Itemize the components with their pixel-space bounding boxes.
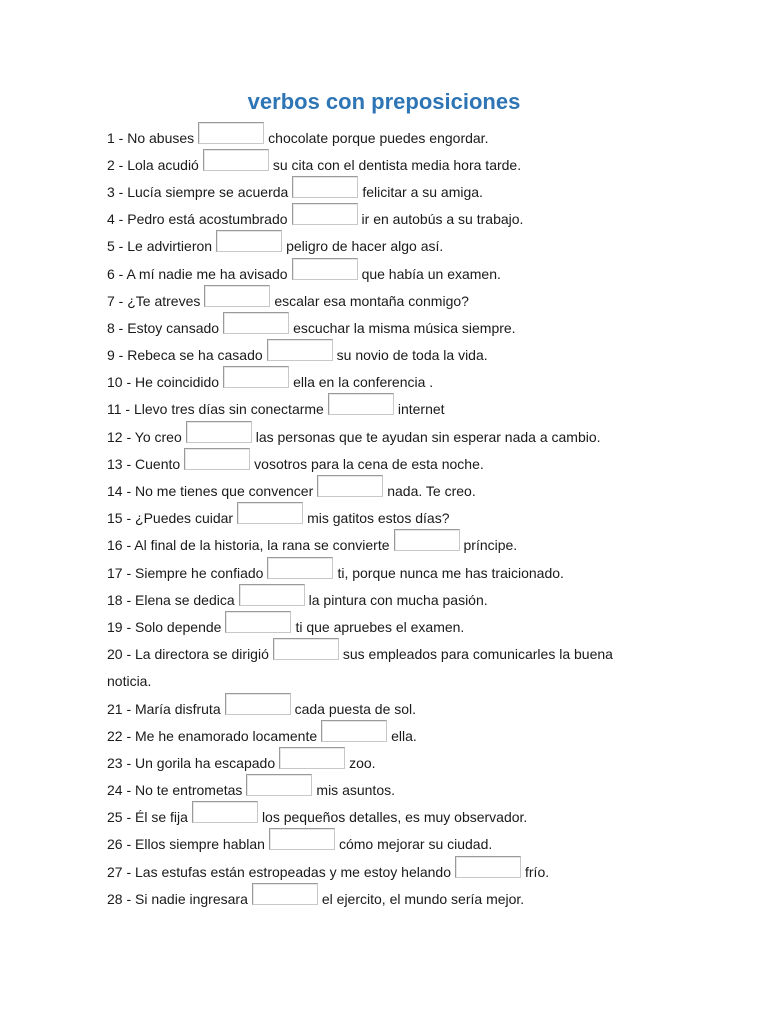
exercise-prompt-end: peligro de hacer algo así. — [286, 238, 444, 255]
exercise-item — [107, 532, 667, 559]
exercise-prompt-start: 5 - Le advirtieron — [107, 238, 213, 255]
answer-field[interactable] — [186, 421, 252, 443]
exercise-prompt-start: 2 - Lola acudió — [107, 156, 199, 173]
answer-field[interactable] — [216, 230, 282, 252]
answer-field[interactable] — [292, 176, 358, 198]
exercise-prompt-end: zoo. — [349, 754, 376, 771]
answer-field[interactable] — [239, 584, 305, 606]
exercise-item — [107, 233, 667, 260]
answer-field[interactable] — [292, 203, 358, 225]
exercise-prompt-start: 20 - La directora se dirigió — [107, 646, 269, 663]
exercise-item — [107, 586, 667, 613]
exercise-prompt-start: 23 - Un gorila ha escapado — [107, 754, 276, 771]
exercise-list — [107, 124, 667, 912]
exercise-item — [107, 450, 667, 477]
exercise-item — [107, 477, 667, 504]
answer-field[interactable] — [269, 828, 335, 850]
exercise-prompt-start: 27 - Las estufas están estropeadas y me estoy helando — [107, 863, 451, 880]
exercise-prompt-start: 9 - Rebeca se ha casado — [107, 347, 263, 364]
exercise-prompt-end: la pintura con mucha pasión. — [308, 591, 488, 608]
exercise-prompt-start: 6 - A mí nadie me ha avisado — [107, 265, 288, 282]
exercise-item — [107, 505, 667, 532]
exercise-prompt-start: 7 - ¿Te atreves — [107, 292, 201, 309]
exercise-item — [107, 151, 667, 178]
answer-field[interactable] — [246, 774, 312, 796]
answer-field[interactable] — [198, 122, 264, 144]
answer-field[interactable] — [223, 312, 289, 334]
exercise-item — [107, 369, 667, 396]
exercise-item — [107, 124, 667, 151]
exercise-prompt-end: frío. — [525, 863, 550, 880]
exercise-prompt-start: 18 - Elena se dedica — [107, 591, 235, 608]
exercise-item — [107, 287, 667, 314]
exercise-item — [107, 423, 667, 450]
exercise-item — [107, 749, 667, 776]
exercise-item — [107, 804, 667, 831]
exercise-prompt-start: 11 - Llevo tres días sin conectarme — [107, 401, 324, 418]
answer-field[interactable] — [203, 149, 269, 171]
exercise-prompt-start: 13 - Cuento — [107, 455, 181, 472]
exercise-prompt-start: 15 - ¿Puedes cuidar — [107, 510, 234, 527]
exercise-prompt-end: ti, porque nunca me has traicionado. — [337, 564, 564, 581]
exercise-item — [107, 777, 667, 804]
exercise-prompt-end: las personas que te ayudan sin esperar nada a cambio. — [255, 428, 601, 445]
exercise-item — [107, 613, 667, 640]
exercise-item — [107, 885, 667, 912]
answer-field[interactable] — [273, 638, 339, 660]
exercise-prompt-start: 4 - Pedro está acostumbrado — [107, 211, 288, 228]
answer-field[interactable] — [184, 448, 250, 470]
exercise-prompt-start: 21 - María disfruta — [107, 700, 221, 717]
exercise-item — [107, 722, 667, 749]
exercise-prompt-end: mis gatitos estos días? — [307, 510, 450, 527]
answer-field[interactable] — [455, 856, 521, 878]
exercise-prompt-start: 3 - Lucía siempre se acuerda — [107, 183, 289, 200]
page-title: verbos con preposiciones — [247, 89, 521, 114]
exercise-prompt-start: 28 - Si nadie ingresara — [107, 890, 248, 907]
exercise-prompt-end: escalar esa montaña conmigo? — [274, 292, 469, 309]
exercise-prompt-end: sus empleados para comunicarles la buena — [342, 646, 613, 663]
exercise-prompt-start: 17 - Siempre he confiado — [107, 564, 264, 581]
exercise-prompt-start: 26 - Ellos siempre hablan — [107, 836, 265, 853]
answer-field[interactable] — [223, 366, 289, 388]
answer-field[interactable] — [192, 801, 258, 823]
exercise-prompt-start: 8 - Estoy cansado — [107, 319, 220, 336]
exercise-prompt-end: chocolate porque puedes engordar. — [268, 129, 489, 146]
exercise-item — [107, 260, 667, 287]
exercise-prompt-end: príncipe. — [463, 537, 518, 554]
exercise-item — [107, 314, 667, 341]
exercise-prompt-start: 25 - Él se fija — [107, 809, 188, 826]
answer-field[interactable] — [317, 475, 383, 497]
exercise-prompt-end: cada puesta de sol. — [294, 700, 417, 717]
exercise-prompt-end: ella. — [391, 727, 417, 744]
exercise-prompt-start: 1 - No abuses — [107, 129, 195, 146]
exercise-prompt-continuation: noticia. — [107, 673, 152, 690]
exercise-item — [107, 206, 667, 233]
exercise-prompt-start: 16 - Al final de la historia, la rana se convierte — [107, 537, 390, 554]
exercise-prompt-end: escuchar la misma música siempre. — [293, 319, 516, 336]
answer-field[interactable] — [321, 720, 387, 742]
exercise-item — [107, 342, 667, 369]
answer-field[interactable] — [279, 747, 345, 769]
exercise-prompt-start: 12 - Yo creo — [107, 428, 182, 445]
exercise-prompt-start: 22 - Me he enamorado locamente — [107, 727, 318, 744]
exercise-item — [107, 178, 667, 205]
exercise-item-continuation — [107, 668, 667, 695]
exercise-prompt-end: su cita con el dentista media hora tarde. — [272, 156, 522, 173]
exercise-prompt-start: 10 - He coincidido — [107, 374, 220, 391]
exercise-item — [107, 396, 667, 423]
answer-field[interactable] — [225, 611, 291, 633]
exercise-prompt-start: 19 - Solo depende — [107, 618, 222, 635]
answer-field[interactable] — [237, 502, 303, 524]
answer-field[interactable] — [225, 693, 291, 715]
exercise-prompt-end: ir en autobús a su trabajo. — [361, 211, 524, 228]
exercise-prompt-end: ella en la conferencia . — [293, 374, 434, 391]
exercise-prompt-start: 14 - No me tienes que convencer — [107, 483, 314, 500]
exercise-item — [107, 641, 667, 668]
exercise-prompt-end: cómo mejorar su ciudad. — [338, 836, 493, 853]
answer-field[interactable] — [267, 339, 333, 361]
exercise-prompt-end: su novio de toda la vida. — [336, 347, 488, 364]
exercise-prompt-end: los pequeños detalles, es muy observador. — [261, 809, 528, 826]
exercise-item — [107, 695, 667, 722]
answer-field[interactable] — [252, 883, 318, 905]
exercise-prompt-end: felicitar a su amiga. — [362, 183, 483, 200]
answer-field[interactable] — [394, 529, 460, 551]
exercise-prompt-start: 24 - No te entrometas — [107, 782, 243, 799]
exercise-prompt-end: nada. Te creo. — [387, 483, 476, 500]
answer-field[interactable] — [204, 285, 270, 307]
answer-field[interactable] — [267, 557, 333, 579]
exercise-prompt-end: vosotros para la cena de esta noche. — [254, 455, 484, 472]
answer-field[interactable] — [292, 258, 358, 280]
answer-field[interactable] — [328, 393, 394, 415]
exercise-prompt-end: internet — [397, 401, 445, 418]
exercise-prompt-end: mis asuntos. — [316, 782, 395, 799]
exercise-item — [107, 831, 667, 858]
exercise-item — [107, 559, 667, 586]
exercise-prompt-end: que había un examen. — [361, 265, 501, 282]
exercise-prompt-end: ti que apruebes el examen. — [295, 618, 465, 635]
exercise-item — [107, 858, 667, 885]
exercise-prompt-end: el ejercito, el mundo sería mejor. — [321, 890, 525, 907]
